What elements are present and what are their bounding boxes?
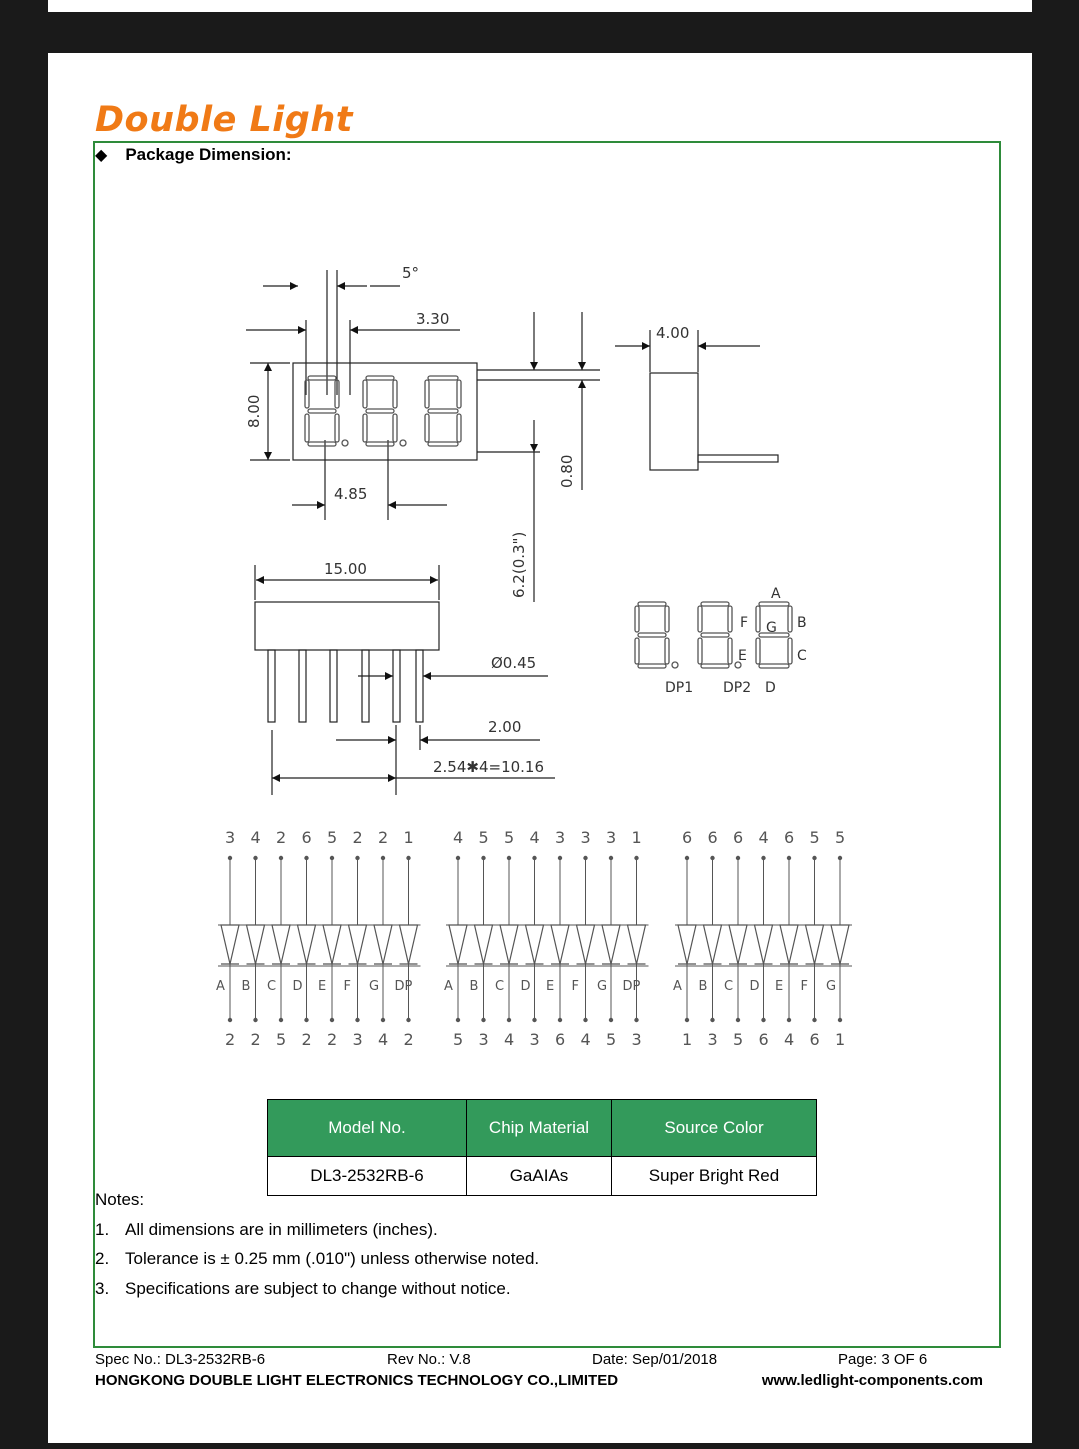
diode-icon xyxy=(374,925,392,964)
diode-icon xyxy=(806,925,824,964)
dim-segment-gap: 0.80 xyxy=(558,454,576,488)
note-text: Tolerance is ± 0.25 mm (.010") unless otherwise noted. xyxy=(125,1249,540,1268)
pin-dot xyxy=(583,1018,587,1022)
seg-label-f: F xyxy=(740,615,749,631)
diode-icon xyxy=(449,925,467,964)
segment-label: B xyxy=(469,979,479,994)
bottom-pin-label: 4 xyxy=(580,1030,591,1049)
top-pin-label: 5 xyxy=(327,828,338,847)
top-pin-label: 6 xyxy=(707,828,718,847)
cell-model: DL3-2532RB-6 xyxy=(268,1157,467,1196)
diode-icon xyxy=(602,925,620,964)
seg-label-dp1: DP1 xyxy=(665,680,694,696)
bottom-pin-label: 4 xyxy=(378,1030,389,1049)
brand-logo: Double Light xyxy=(95,100,353,140)
note-number: 3. xyxy=(95,1278,110,1298)
top-pin-label: 2 xyxy=(378,828,389,847)
diode-icon xyxy=(400,925,418,964)
bottom-pin-label: 3 xyxy=(631,1030,642,1049)
top-pin-label: 4 xyxy=(250,828,261,847)
segment-label: B xyxy=(241,979,251,994)
top-pin-label: 1 xyxy=(403,828,414,847)
top-pin-label: 2 xyxy=(276,828,287,847)
side-view-pin xyxy=(698,455,778,462)
pin-dot xyxy=(481,1018,485,1022)
diode-icon xyxy=(475,925,493,964)
seg-label-c: C xyxy=(797,648,807,664)
note-number: 2. xyxy=(95,1249,110,1268)
notes xyxy=(95,1185,539,1303)
top-pin-label: 5 xyxy=(835,828,846,847)
note-text: All dimensions are in millimeters (inches). xyxy=(125,1219,438,1239)
seg-label-g: G xyxy=(766,620,777,636)
diode-icon xyxy=(247,925,265,964)
seg-label-d: D xyxy=(765,680,776,696)
page-footer xyxy=(95,1351,983,1393)
section-title: Package Dimension: xyxy=(125,145,292,164)
segment-label: F xyxy=(343,979,351,994)
top-pin-label: 3 xyxy=(580,828,591,847)
list-item xyxy=(95,1274,539,1304)
spec-table xyxy=(267,1099,817,1196)
dim-length: 15.00 xyxy=(324,560,367,578)
notes-title: Notes: xyxy=(95,1190,145,1209)
seg-label-dp2: DP2 xyxy=(723,680,752,696)
cell-chip: GaAIAs xyxy=(467,1157,612,1196)
footer-company: HONGKONG DOUBLE LIGHT ELECTRONICS TECHNOLOGY CO.,LIMITED xyxy=(95,1372,619,1389)
header-chip: Chip Material xyxy=(467,1100,612,1157)
bottom-pin-label: 6 xyxy=(758,1030,769,1049)
circuit-block xyxy=(444,828,649,1049)
circuit-block xyxy=(673,828,852,1049)
diode-icon xyxy=(298,925,316,964)
dim-digit-pitch: 4.85 xyxy=(334,485,368,503)
segment-label: A xyxy=(444,979,453,994)
segment-label: A xyxy=(673,979,682,994)
footer-date: Date: Sep/01/2018 xyxy=(592,1351,718,1368)
top-pin-label: 1 xyxy=(631,828,642,847)
diode-icon xyxy=(526,925,544,964)
dim-depth: 4.00 xyxy=(656,324,690,342)
pin-dot xyxy=(330,1018,334,1022)
pin-dot xyxy=(761,1018,765,1022)
dim-height: 8.00 xyxy=(245,394,263,428)
segment-label: G xyxy=(597,979,608,994)
segment-label: D xyxy=(749,979,760,994)
diode-icon xyxy=(551,925,569,964)
pin-dot xyxy=(812,1018,816,1022)
dim-digit-offset: 3.30 xyxy=(416,310,450,328)
segment-label: G xyxy=(826,979,837,994)
notes-list xyxy=(95,1215,539,1304)
list-item xyxy=(95,1244,539,1274)
pin-dot xyxy=(558,1018,562,1022)
top-pin-label: 6 xyxy=(682,828,693,847)
bottom-view-body xyxy=(255,602,439,650)
bottom-pin-label: 3 xyxy=(478,1030,489,1049)
dim-angle: 5° xyxy=(402,264,420,282)
list-item xyxy=(95,1215,539,1245)
bottom-pin-label: 3 xyxy=(707,1030,718,1049)
side-view-body xyxy=(650,373,698,470)
footer-rev-no: Rev No.: V.8 xyxy=(387,1351,471,1368)
pin-dot xyxy=(456,1018,460,1022)
segment-label: DP xyxy=(622,979,641,994)
cell-color: Super Bright Red xyxy=(612,1157,817,1196)
pin-dot xyxy=(685,1018,689,1022)
circuit-diagrams xyxy=(216,828,852,1049)
dim-pin-span: 2.54✱4=10.16 xyxy=(433,758,545,776)
top-pin-label: 3 xyxy=(225,828,236,847)
segment-label: F xyxy=(800,979,808,994)
note-number: 1. xyxy=(95,1219,110,1239)
pin-dot xyxy=(253,1018,257,1022)
top-pin-label: 5 xyxy=(809,828,820,847)
bottom-pin-label: 5 xyxy=(733,1030,744,1049)
pin-dot xyxy=(406,1018,410,1022)
seg-label-b: B xyxy=(797,615,807,631)
segment-label: F xyxy=(571,979,579,994)
bottom-pin-label: 6 xyxy=(555,1030,566,1049)
bottom-pin-label: 1 xyxy=(682,1030,693,1049)
pin-dot xyxy=(228,1018,232,1022)
bottom-pin-label: 5 xyxy=(276,1030,287,1049)
segment-label: D xyxy=(292,979,303,994)
footer-website[interactable]: www.ledlight-components.com xyxy=(761,1372,983,1389)
bottom-pin-label: 3 xyxy=(352,1030,363,1049)
bottom-pin-label: 5 xyxy=(606,1030,617,1049)
bottom-pin-label: 2 xyxy=(301,1030,312,1049)
bottom-pin-label: 4 xyxy=(784,1030,795,1049)
top-pin-label: 6 xyxy=(733,828,744,847)
header-color: Source Color xyxy=(612,1100,817,1157)
segment-label: DP xyxy=(394,979,413,994)
top-pin-label: 2 xyxy=(352,828,363,847)
pin-dot xyxy=(507,1018,511,1022)
diode-icon xyxy=(323,925,341,964)
seg-label-a: A xyxy=(771,586,781,602)
pin-dot xyxy=(838,1018,842,1022)
pin-dot xyxy=(787,1018,791,1022)
segment-label: E xyxy=(318,979,327,994)
pin-dot xyxy=(609,1018,613,1022)
seg-label-e: E xyxy=(738,648,747,664)
segment-label: C xyxy=(495,979,505,994)
pin-dot xyxy=(634,1018,638,1022)
bottom-pin-label: 2 xyxy=(225,1030,236,1049)
diode-icon xyxy=(729,925,747,964)
bottom-pin-label: 2 xyxy=(327,1030,338,1049)
segment-label: G xyxy=(369,979,380,994)
pin-dot xyxy=(279,1018,283,1022)
header-model: Model No. xyxy=(268,1100,467,1157)
diode-icon xyxy=(500,925,518,964)
pin-dot xyxy=(532,1018,536,1022)
diode-icon xyxy=(221,925,239,964)
bottom-pin-label: 3 xyxy=(529,1030,540,1049)
diode-icon xyxy=(704,925,722,964)
circuit-block xyxy=(216,828,421,1049)
segment-label: E xyxy=(775,979,784,994)
segment-label: B xyxy=(698,979,708,994)
footer-spec-no: Spec No.: DL3-2532RB-6 xyxy=(95,1351,266,1368)
diode-icon xyxy=(628,925,646,964)
diode-icon xyxy=(831,925,849,964)
note-text: Specifications are subject to change without notice. xyxy=(125,1278,511,1298)
bottom-pin-label: 2 xyxy=(250,1030,261,1049)
seven-segment-digit-icon xyxy=(635,602,678,668)
segment-label: C xyxy=(724,979,734,994)
bottom-pin-label: 5 xyxy=(453,1030,464,1049)
top-pin-label: 3 xyxy=(606,828,617,847)
seven-segment-digit-icon xyxy=(698,602,741,668)
top-pin-label: 5 xyxy=(504,828,515,847)
diode-icon xyxy=(780,925,798,964)
bottom-pin-label: 2 xyxy=(403,1030,414,1049)
pin-dot xyxy=(381,1018,385,1022)
segment-label: D xyxy=(520,979,531,994)
segment-label: E xyxy=(546,979,555,994)
bottom-pin-label: 1 xyxy=(835,1030,846,1049)
diode-icon xyxy=(349,925,367,964)
seven-segment-digit-icon xyxy=(425,376,461,446)
seven-segment-digit-icon xyxy=(363,376,406,446)
top-pin-label: 3 xyxy=(555,828,566,847)
diode-icon xyxy=(678,925,696,964)
top-pin-label: 6 xyxy=(301,828,312,847)
diode-icon xyxy=(755,925,773,964)
diode-icon xyxy=(272,925,290,964)
pin-dot xyxy=(736,1018,740,1022)
pins xyxy=(268,650,423,722)
dim-pin-offset: 2.00 xyxy=(488,718,522,736)
pin-dot xyxy=(355,1018,359,1022)
diode-icon xyxy=(577,925,595,964)
segment-label: C xyxy=(267,979,277,994)
segment-label: A xyxy=(216,979,225,994)
bottom-pin-label: 4 xyxy=(504,1030,515,1049)
dim-pin-diameter: Ø0.45 xyxy=(491,654,537,672)
pin-dot xyxy=(710,1018,714,1022)
top-pin-label: 5 xyxy=(478,828,489,847)
top-pin-label: 4 xyxy=(453,828,464,847)
top-pin-label: 4 xyxy=(758,828,769,847)
seven-segment-digits xyxy=(305,376,792,668)
bottom-pin-label: 6 xyxy=(809,1030,820,1049)
top-pin-label: 6 xyxy=(784,828,795,847)
table-header-row xyxy=(268,1100,817,1157)
top-pin-label: 4 xyxy=(529,828,540,847)
dim-digit-height: 6.2(0.3") xyxy=(510,531,528,598)
footer-page: Page: 3 OF 6 xyxy=(838,1351,928,1368)
pin-dot xyxy=(304,1018,308,1022)
diamond-bullet-icon: ◆ xyxy=(95,147,108,164)
